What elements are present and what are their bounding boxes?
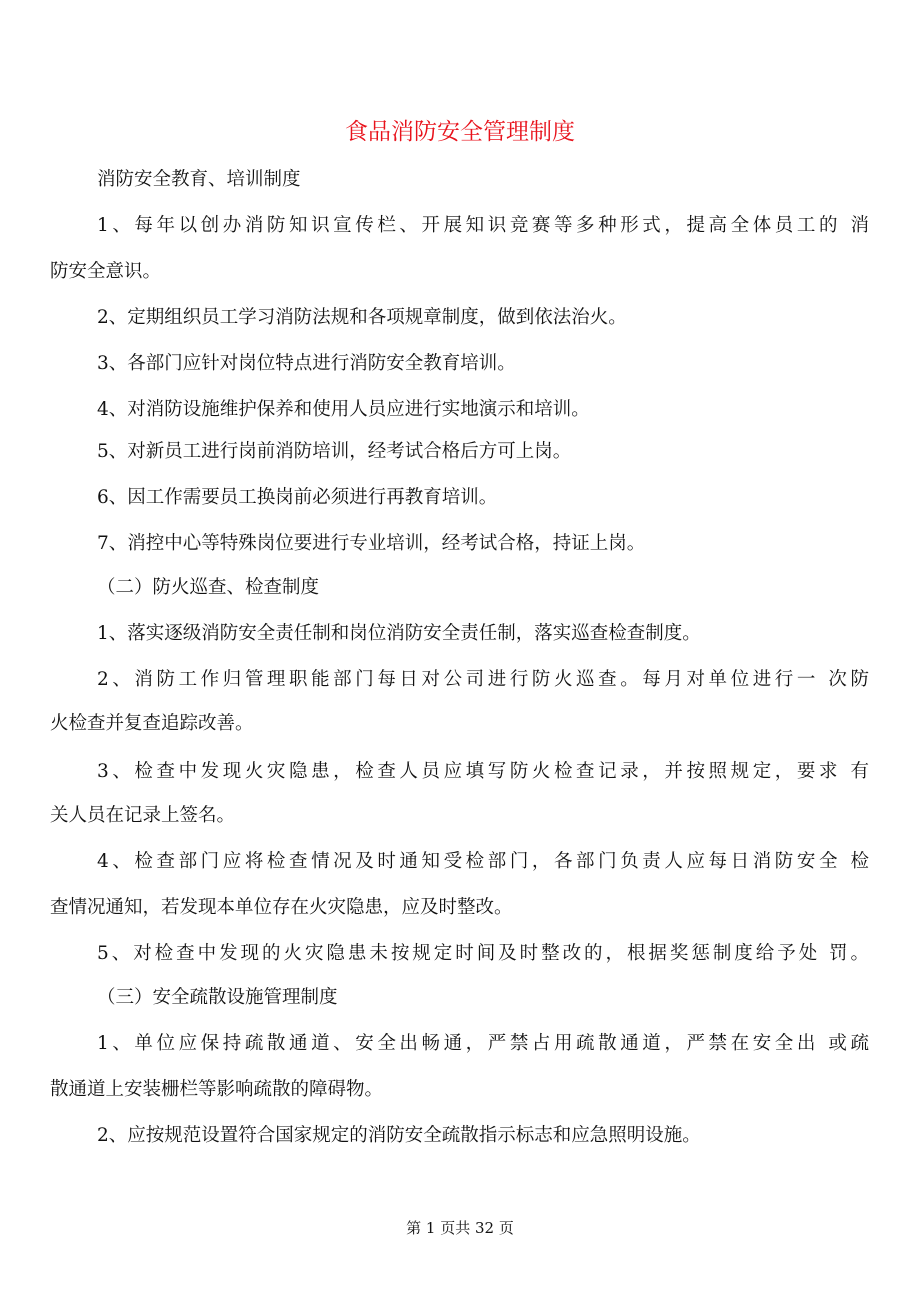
paragraph-line: 关人员在记录上签名。: [50, 805, 236, 826]
paragraph-line: 1、单位应保持疏散通道、安全出畅通，严禁占用疏散通道，严禁在安全出 或疏: [97, 1033, 869, 1054]
paragraph-line: 2、消防工作归管理职能部门每日对公司进行防火巡查。每月对单位进行一 次防: [97, 669, 869, 690]
paragraph-line: 5、对检查中发现的火灾隐患未按规定时间及时整改的，根据奖惩制度给予处 罚。: [97, 943, 869, 964]
paragraph-line: 1、落实逐级消防安全责任制和岗位消防安全责任制，落实巡查检查制度。: [97, 623, 701, 644]
paragraph-line: 6、因工作需要员工换岗前必须进行再教育培训。: [97, 487, 498, 508]
section-heading: 消防安全教育、培训制度: [97, 169, 301, 190]
paragraph-line: 2、定期组织员工学习消防法规和各项规章制度，做到依法治火。: [97, 307, 627, 328]
section-heading: （二）防火巡查、检查制度: [97, 577, 320, 598]
paragraph-line: 3、各部门应针对岗位特点进行消防安全教育培训。: [97, 353, 516, 374]
paragraph-line: 4、对消防设施维护保养和使用人员应进行实地演示和培训。: [97, 399, 590, 420]
page-footer: 第 1 页共 32 页: [406, 1219, 514, 1237]
paragraph-line: 2、应按规范设置符合国家规定的消防安全疏散指示标志和应急照明设施。: [97, 1125, 701, 1146]
paragraph-line: 散通道上安装栅栏等影响疏散的障碍物。: [50, 1079, 384, 1100]
paragraph-line: 3、检查中发现火灾隐患，检查人员应填写防火检查记录，并按照规定，要求 有: [97, 761, 869, 782]
paragraph-line: 5、对新员工进行岗前消防培训，经考试合格后方可上岗。: [97, 441, 572, 462]
paragraph-line: 4、检查部门应将检查情况及时通知受检部门，各部门负责人应每日消防安全 检: [97, 851, 869, 872]
paragraph-line: 防安全意识。: [50, 261, 162, 282]
paragraph-line: 火检查并复查追踪改善。: [50, 713, 254, 734]
section-heading: （三）安全疏散设施管理制度: [97, 987, 338, 1008]
paragraph-line: 1、每年以创办消防知识宣传栏、开展知识竞赛等多种形式，提高全体员工的 消: [97, 215, 869, 236]
paragraph-line: 查情况通知，若发现本单位存在火灾隐患，应及时整改。: [50, 897, 513, 918]
document-title: 食品消防安全管理制度: [345, 119, 575, 145]
paragraph-line: 7、消控中心等特殊岗位要进行专业培训，经考试合格，持证上岗。: [97, 533, 646, 554]
